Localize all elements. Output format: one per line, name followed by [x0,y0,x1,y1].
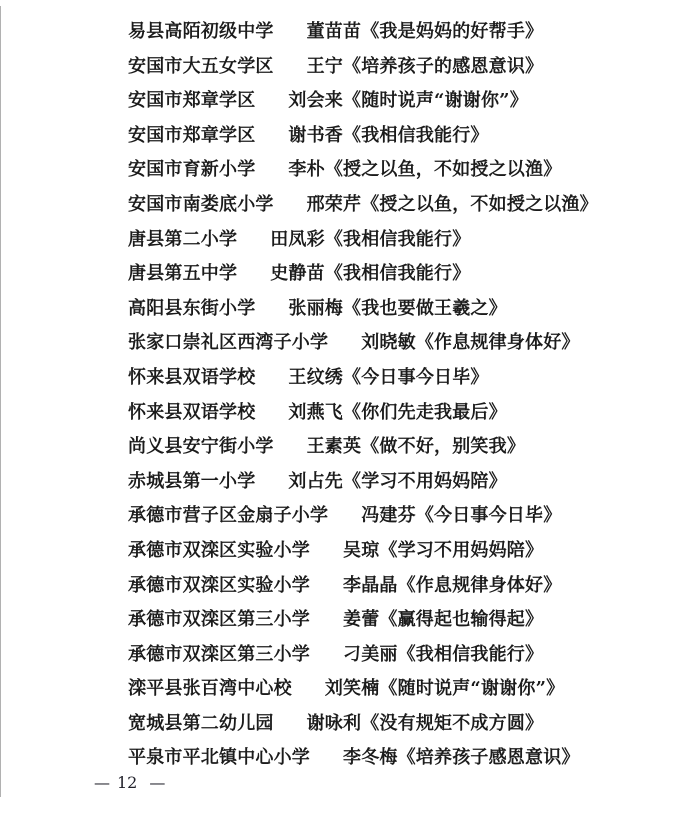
work-title: 《培养孩子的感恩意识》 [343,55,544,77]
school-name: 宽城县第二幼儿园 [128,712,274,734]
school-name: 安国市郑章学区 [128,124,256,146]
school-name: 唐县第五中学 [128,263,238,285]
school-name: 平泉市平北镇中心小学 [128,747,310,769]
school-name: 高阳县东街小学 [128,297,256,319]
school-name: 滦平县张百湾中心校 [128,678,292,700]
work-title: 《我相信我能行》 [324,228,471,250]
list-item [128,223,694,258]
school-name: 尚义县安宁街小学 [128,436,274,458]
teacher-name: 刘会来 [288,90,344,112]
list-item [128,50,694,85]
school-name: 赤城县第一小学 [128,470,256,492]
teacher-name: 刘占先 [288,470,344,492]
teacher-name: 姜蕾 [343,609,380,631]
teacher-name: 刘燕飞 [288,401,344,423]
list-item [128,15,694,50]
list-item [128,153,694,188]
teacher-name: 刁美丽 [343,643,398,665]
work-title: 《我是妈妈的好帮手》 [361,21,544,42]
teacher-name: 李冬梅 [343,747,398,769]
work-title: 《作息规律身体好》 [397,574,562,596]
school-name: 承德市双滦区第三小学 [128,609,310,631]
list-item [128,603,694,638]
work-title: 《我也要做王羲之》 [343,297,507,319]
list-item [128,292,694,327]
page-number: 12 [117,773,138,792]
list-item [128,188,694,223]
teacher-name: 王纹绣 [288,366,344,388]
list-item [128,499,694,534]
list-item [128,326,694,361]
page-footer [94,773,165,792]
list-item [128,396,694,431]
work-title: 《授之以鱼，不如授之以渔》 [361,193,598,215]
list-item [128,257,694,292]
work-title: 《你们先走我最后》 [343,401,507,423]
teacher-name: 李朴 [288,159,325,181]
work-title: 《培养孩子感恩意识》 [397,747,580,769]
school-name: 怀来县双语学校 [128,401,256,423]
school-name: 承德市双滦区实验小学 [128,539,310,561]
school-name: 安国市大五女学区 [128,55,274,77]
school-name: 张家口崇礼区西湾子小学 [128,332,329,354]
list-item [128,430,694,465]
school-name: 易县高陌初级中学 [128,21,274,42]
school-name: 承德市双滦区第三小学 [128,643,310,665]
teacher-name: 田凤彩 [270,228,325,250]
work-title: 《学习不用妈妈陪》 [343,470,507,492]
teacher-name: 谢咏利 [306,712,362,734]
teacher-name: 刘晓敏 [361,332,416,354]
teacher-name: 邢荣芹 [306,193,362,215]
work-title: 《今日事今日毕》 [415,505,562,527]
work-title: 《随时说声“谢谢你”》 [343,90,528,112]
school-name: 安国市育新小学 [128,159,256,181]
school-name: 唐县第二小学 [128,228,238,250]
teacher-name: 张丽梅 [288,297,344,319]
work-title: 《做不好，别笑我》 [361,436,526,458]
school-name: 安国市郑章学区 [128,90,256,112]
school-name: 承德市双滦区实验小学 [128,574,310,596]
teacher-name: 刘笑楠 [324,678,380,700]
work-title: 《没有规矩不成方圆》 [361,712,544,734]
school-name: 安国市南娄底小学 [128,193,274,215]
teacher-name: 李晶晶 [343,574,398,596]
footer-right-dash: — [149,773,166,792]
teacher-name: 王宁 [306,55,344,77]
teacher-name: 吴琼 [343,539,380,561]
teacher-name: 史静苗 [270,263,325,285]
work-title: 《赢得起也输得起》 [379,609,544,631]
school-name: 怀来县双语学校 [128,366,256,388]
school-name: 承德市营子区金扇子小学 [128,505,329,527]
list-item [128,672,694,707]
teacher-name: 董苗苗 [306,21,362,42]
teacher-name: 冯建芬 [361,505,416,527]
work-title: 《学习不用妈妈陪》 [379,539,544,561]
work-title: 《我相信我能行》 [343,124,489,146]
list-item [128,707,694,742]
list-item [128,741,694,776]
list-item [128,84,694,119]
work-title: 《我相信我能行》 [324,263,471,285]
work-title: 《我相信我能行》 [397,643,544,665]
list-item [128,638,694,673]
work-title: 《今日事今日毕》 [343,366,489,388]
work-title: 《随时说声“谢谢你”》 [379,678,565,700]
list-item [128,534,694,569]
list-item [128,119,694,154]
work-title: 《作息规律身体好》 [415,332,580,354]
list-item [128,361,694,396]
footer-left-dash: — [94,773,110,792]
teacher-name: 王素英 [306,436,362,458]
list-item [128,465,694,500]
work-title: 《授之以鱼，不如授之以渔》 [324,159,562,181]
list-item [128,569,694,604]
teacher-name: 谢书香 [288,124,344,146]
